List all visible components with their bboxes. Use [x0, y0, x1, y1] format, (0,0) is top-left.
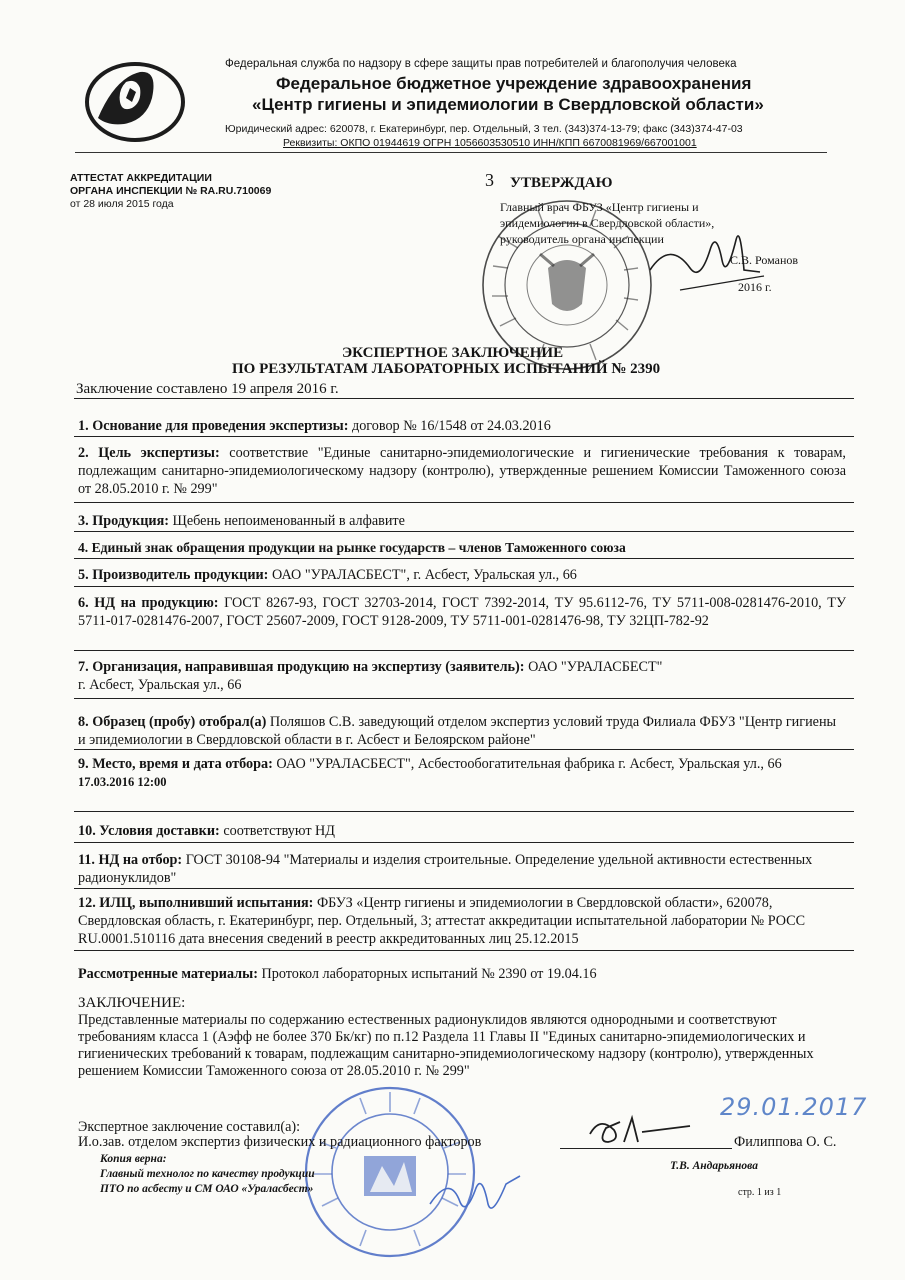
organization-logo [80, 58, 190, 146]
copy-signature [420, 1164, 530, 1224]
section-divider [74, 950, 854, 951]
section-purpose-label: 2. Цель экспертизы: [78, 445, 220, 461]
section-divider [74, 502, 854, 503]
section-manufacturer-value: ОАО "УРАЛАСБЕСТ", г. Асбест, Уральская ул., 66 [268, 567, 577, 583]
header-divider [75, 152, 827, 153]
section-divider [74, 811, 854, 812]
section-basis-value: договор № 16/1548 от 24.03.2016 [348, 418, 551, 434]
document-subtitle: ПО РЕЗУЛЬТАТАМ ЛАБОРАТОРНЫХ ИСПЫТАНИЙ № 2390 [232, 361, 661, 377]
approval-title: УТВЕРЖДАЮ [510, 175, 613, 191]
conclusion-date: Заключение составлено 19 апреля 2016 г. [76, 381, 339, 397]
conclusion-text: Представленные материалы по содержанию естественных радионуклидов являются однородными и соответствуют требованиям класса 1 (Аэфф не более 370 Бк/кг) по п.12 Раздела 11 Главы II "Единых санитарно-эпидемиологических и гигиенических требований к товарам, подлежащим санитарно-эпидемиологическому надзору (контролю), утвержденных решением Комиссии Таможенного союза от 28.05.2010 г. № 299" [78, 1012, 814, 1079]
section-product-standards-value: ГОСТ 8267-93, ГОСТ 32703-2014, ГОСТ 7392-2014, ТУ 95.6112-76, ТУ 5711-008-0281476-2010, ТУ 5711-017-0281476-2007, ГОСТ 25607-2009, ГОСТ 9128-2009, ТУ 5711-001-0281476-98, ТУ 32ЦП-782-92 [78, 595, 846, 629]
section-product-value: Щебень непоименованный в алфавите [169, 513, 405, 529]
agency-name: Федеральная служба по надзору в сфере защиты прав потребителей и благополучия человека [225, 58, 737, 70]
reviewed-materials [78, 966, 597, 983]
conclusion-title: ЗАКЛЮЧЕНИЕ: [78, 995, 186, 1011]
section-sampling-standard [78, 851, 846, 887]
compiled-by-label: Экспертное заключение составил(а): [78, 1119, 301, 1135]
section-sampling-datetime: 17.03.2016 12:00 [78, 775, 167, 789]
document-title: ЭКСПЕРТНОЕ ЗАКЛЮЧЕНИЕ [342, 345, 564, 361]
section-testing-lab-label: 12. ИЛЦ, выполнивший испытания: [78, 895, 314, 911]
organization-name: «Центр гигиены и эпидемиологии в Свердловской области» [252, 95, 764, 114]
section-delivery-label: 10. Условия доставки: [78, 823, 220, 839]
accreditation-line-1: АТТЕСТАТ АККРЕДИТАЦИИ [70, 172, 212, 184]
handwritten-date: 29.01.2017 [720, 1093, 868, 1121]
accreditation-block [70, 172, 271, 211]
copy-position: Главный технолог по качеству продукции [100, 1168, 315, 1180]
section-divider [74, 558, 854, 559]
copy-label: Копия верна: [100, 1153, 167, 1165]
section-testing-lab [78, 894, 846, 948]
section-manufacturer-label: 5. Производитель продукции: [78, 567, 269, 583]
section-sampling-place-value: ОАО "УРАЛАСБЕСТ", Асбестообогатительная фабрика г. Асбест, Уральская ул., 66 [272, 756, 782, 772]
section-delivery-value: соответствуют НД [219, 823, 335, 839]
section-delivery [78, 822, 846, 840]
section-applicant [78, 658, 846, 694]
approval-position: Главный врач ФБУЗ «Центр гигиены и эпидемиологии в Свердловской области», руководитель органа инспекции [500, 200, 715, 246]
section-divider [74, 749, 854, 750]
section-divider [74, 650, 854, 651]
expert-position: И.о.зав. отделом экспертиз физических и радиационного факторов [78, 1134, 482, 1150]
section-eac-mark [78, 539, 846, 557]
section-basis [78, 417, 846, 435]
section-divider [74, 436, 854, 437]
section-divider [74, 698, 854, 699]
expert-name: Филиппова О. С. [734, 1134, 837, 1150]
section-sampler [78, 713, 846, 749]
section-purpose-value: соответствие "Единые санитарно-эпидемиологические и гигиенические требования к товарам, подлежащим санитарно-эпидемиологическому надзору (контролю), утвержденные решением Комиссии Таможенного союза от 28.05.2010 г. № 299" [78, 445, 846, 497]
signature-line [560, 1148, 732, 1149]
section-applicant-label: 7. Организация, направившая продукцию на экспертизу (заявитель): [78, 659, 525, 675]
section-divider [74, 888, 854, 889]
section-divider [74, 531, 854, 532]
section-divider [74, 398, 854, 399]
section-divider [74, 586, 854, 587]
page-number: стр. 1 из 1 [738, 1187, 782, 1198]
section-testing-lab-value: ФБУЗ «Центр гигиены и эпидемиологии в Свердловской области», 620078, Свердловская область, г. Екатеринбург, пер. Отдельный, 3; аттестат аккредитации испытательной лаборатории № РОСС RU.0001.510116 дата внесения сведений в реестр аккредитованных лиц 25.12.2015 [78, 895, 806, 947]
section-divider [74, 842, 854, 843]
section-sampling-place [78, 755, 846, 791]
approver-name: С.В. Романов [730, 253, 799, 267]
copy-department: ПТО по асбесту и СМ ОАО «Ураласбест» [100, 1183, 314, 1195]
section-sampling-standard-label: 11. НД на отбор: [78, 852, 183, 868]
section-product-standards [78, 594, 846, 630]
section-applicant-address: г. Асбест, Уральская ул., 66 [78, 677, 242, 693]
accreditation-date: от 28 июля 2015 года [70, 198, 174, 210]
reviewed-materials-value: Протокол лабораторных испытаний № 2390 от 19.04.16 [257, 966, 597, 982]
section-sampling-place-label: 9. Место, время и дата отбора: [78, 756, 273, 772]
section-sampling-standard-value: ГОСТ 30108-94 "Материалы и изделия строительные. Определение удельной активности естественных радионуклидов" [78, 852, 813, 886]
legal-address: Юридический адрес: 620078, г. Екатеринбург, пер. Отдельный, 3 тел. (343)374-13-79; факс (343)374-47-03 [225, 123, 743, 135]
copy-certifier-name: Т.В. Андарьянова [670, 1160, 758, 1172]
section-purpose [78, 444, 846, 498]
organization-type: Федеральное бюджетное учреждение здравоохранения [276, 74, 752, 93]
copy-certification [100, 1152, 315, 1197]
reviewed-materials-label: Рассмотренные материалы: [78, 966, 258, 982]
section-product-standards-label: 6. НД на продукцию: [78, 595, 219, 611]
section-product-label: 3. Продукция: [78, 513, 169, 529]
section-sampler-value: Поляшов С.В. заведующий отделом экспертиз условий труда Филиала ФБУЗ "Центр гигиены и эпидемиологии в Свердловской области в г. Асбест и Белоярском районе" [78, 714, 837, 748]
approval-year: 2016 г. [738, 280, 772, 294]
requisites: Реквизиты: ОКПО 01944619 ОГРН 1056603530510 ИНН/КПП 6670081969/667001001 [283, 137, 697, 149]
section-manufacturer [78, 566, 846, 584]
accreditation-line-2: ОРГАНА ИНСПЕКЦИИ № RA.RU.710069 [70, 185, 272, 197]
approval-mark: 3 [485, 170, 494, 190]
section-basis-label: 1. Основание для проведения экспертизы: [78, 418, 349, 434]
section-eac-mark-label: 4. Единый знак обращения продукции на рынке государств – членов Таможенного союза [78, 540, 626, 555]
section-sampler-label: 8. Образец (пробу) отобрал(а) [78, 714, 267, 730]
expert-signature [580, 1112, 700, 1152]
section-applicant-value: ОАО "УРАЛАСБЕСТ" [524, 659, 663, 675]
section-product [78, 512, 846, 530]
